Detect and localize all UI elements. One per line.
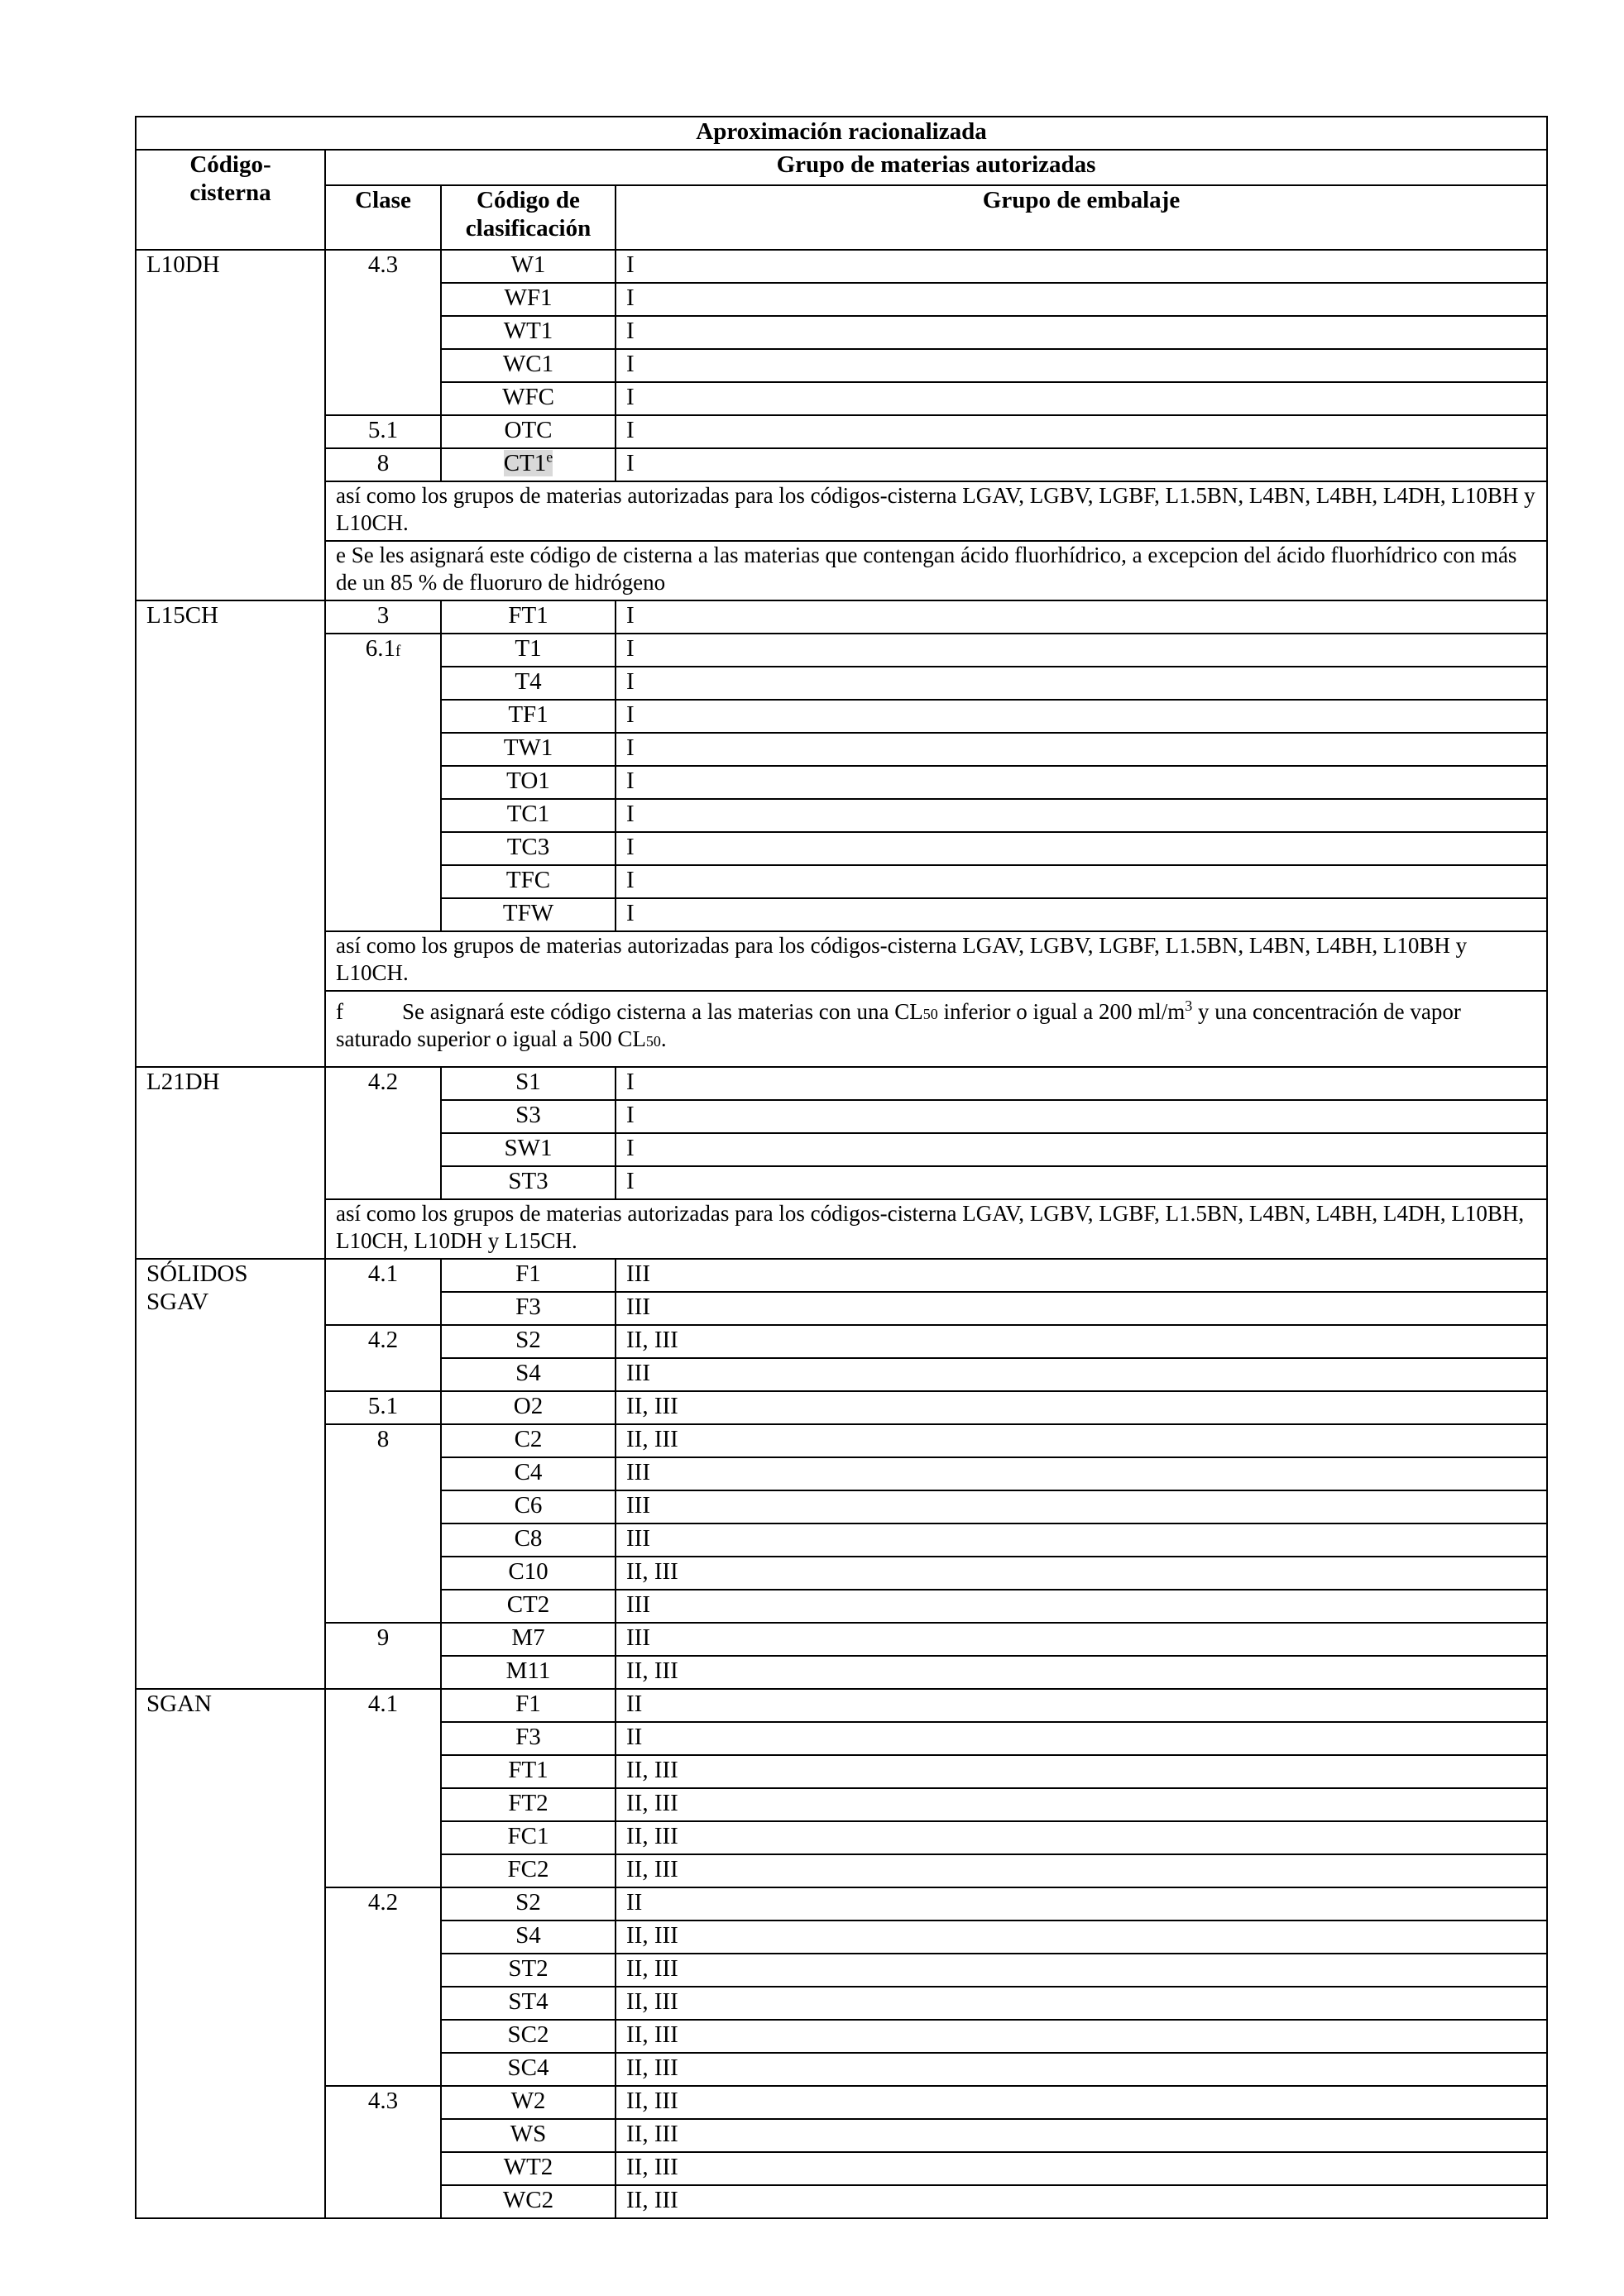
packing-group-cell: I [616,700,1547,733]
note-cell: así como los grupos de materias autorizadas para los códigos-cisterna LGAV, LGBV, LGBF, L1.5BN, L4BN, L4BH, L4DH, L10BH, L10CH, L10DH y L15CH. [325,1199,1547,1259]
highlighted-code [504,450,553,476]
packing-group-cell: II, III [616,1821,1547,1854]
classification-code-cell: FC1 [441,1821,616,1854]
packing-group-cell: III [616,1623,1547,1656]
classification-code-cell: WS [441,2119,616,2152]
class-value: 8 [376,1426,390,1452]
group-header-row [136,150,1547,185]
class-cell [325,1887,441,2086]
packing-group-cell: I [616,1100,1547,1133]
packing-group-cell: II, III [616,1788,1547,1821]
classification-code-cell: F3 [441,1722,616,1755]
tank-code-cell: L10DH [136,250,325,600]
class-cell [325,415,441,448]
packing-group-cell: I [616,766,1547,799]
note-row [136,1199,1547,1259]
superscript: 3 [1185,997,1193,1014]
table-row [136,634,1547,667]
classification-code-cell: C4 [441,1457,616,1490]
packing-group-cell: III [616,1259,1547,1292]
tank-code-cell [136,1259,325,1689]
note-row [136,931,1547,991]
table-row [136,1325,1547,1358]
packing-group-cell: I [616,634,1547,667]
table-row [136,1887,1547,1921]
classification-code-cell: TFW [441,898,616,931]
packing-group-cell: I [616,316,1547,349]
classification-code-cell: OTC [441,415,616,448]
footnote-text: Se asignará este código cisterna a las materias con una CL [402,999,923,1024]
footnote-cell [325,991,1547,1067]
footnote-text: y una concentración de vapor saturado superior o igual a 500 CL [336,999,1461,1051]
classification-code-cell: SC4 [441,2053,616,2086]
packing-group-cell: II, III [616,1391,1547,1424]
table-row [136,448,1547,481]
packing-group-cell: III [616,1523,1547,1557]
classification-code-cell: TFC [441,865,616,898]
packing-group-cell: I [616,382,1547,415]
classification-code-cell [441,448,616,481]
classification-code-cell: F3 [441,1292,616,1325]
classification-code-cell: O2 [441,1391,616,1424]
packing-group-cell: I [616,1166,1547,1199]
classification-code-cell: FC2 [441,1854,616,1887]
footnote-text: inferior o igual a 200 ml/m [937,999,1186,1024]
packing-group-cell: II, III [616,1854,1547,1887]
classification-code-cell: WT2 [441,2152,616,2185]
class-value: 8 [376,450,390,476]
table-row [136,2086,1547,2119]
class-header: Clase [325,185,441,250]
packing-group-cell: I [616,1067,1547,1100]
packing-group-cell: II, III [616,2086,1547,2119]
classification-code-cell: TO1 [441,766,616,799]
class-value: 4.1 [367,1260,399,1287]
classification-code-cell: FT1 [441,1755,616,1788]
class-cell [325,1391,441,1424]
note-cell: así como los grupos de materias autorizadas para los códigos-cisterna LGAV, LGBV, LGBF, L1.5BN, L4BN, L4BH, L4DH, L10BH y L10CH. [325,481,1547,541]
note-row [136,481,1547,541]
classification-code-cell: ST2 [441,1954,616,1987]
classification-code-cell: TF1 [441,700,616,733]
packing-group-cell: I [616,1133,1547,1166]
classification-code-cell: C2 [441,1424,616,1457]
class-cell [325,1259,441,1325]
classification-code-cell: F1 [441,1689,616,1722]
packing-group-cell: I [616,898,1547,931]
packing-group-cell: II, III [616,2053,1547,2086]
authorized-substances-table [135,116,1548,2219]
subscript: 50 [922,1006,938,1022]
classification-code-cell: M11 [441,1656,616,1689]
packing-group-cell: I [616,283,1547,316]
classification-code-cell: TC1 [441,799,616,832]
class-cell [325,448,441,481]
subscript: 50 [645,1033,661,1050]
footnote-row [136,991,1547,1067]
class-value: 6.1 [365,635,395,662]
packing-group-cell: II, III [616,2119,1547,2152]
table-row [136,1689,1547,1722]
class-cell [325,1067,441,1199]
classification-code-cell: SW1 [441,1133,616,1166]
footnote-mark: f [336,999,343,1024]
classification-code-cell: ST4 [441,1987,616,2020]
packing-group-cell: II, III [616,2185,1547,2218]
class-cell [325,634,441,931]
classification-code-cell: WT1 [441,316,616,349]
tank-code-header: Código- cisterna [136,150,325,250]
classification-code-cell: S2 [441,1325,616,1358]
class-cell [325,600,441,634]
packing-group-cell: I [616,667,1547,700]
table-row [136,1424,1547,1457]
classification-code-cell: WF1 [441,283,616,316]
classification-code-cell: C10 [441,1557,616,1590]
packing-group-cell: I [616,250,1547,283]
note-cell: así como los grupos de materias autorizadas para los códigos-cisterna LGAV, LGBV, LGBF, L1.5BN, L4BN, L4BH, L10BH y L10CH. [325,931,1547,991]
class-value: 3 [376,602,390,629]
class-value: 4.2 [367,1327,399,1353]
packing-group-cell: III [616,1358,1547,1391]
packing-group-cell: I [616,832,1547,865]
footnote-text: . [660,1026,667,1051]
classification-code-cell: W2 [441,2086,616,2119]
packing-group-cell: II, III [616,1325,1547,1358]
packing-group-cell: I [616,415,1547,448]
table-row [136,1391,1547,1424]
packing-group-cell: II [616,1887,1547,1921]
packing-group-cell: I [616,600,1547,634]
table-row [136,1623,1547,1656]
tank-code-cell: SGAN [136,1689,325,2218]
classification-code-cell: FT2 [441,1788,616,1821]
table-row [136,415,1547,448]
classification-code-cell: C6 [441,1490,616,1523]
tank-code-line: SÓLIDOS [146,1260,248,1287]
packing-group-cell: I [616,448,1547,481]
packing-group-cell: II, III [616,2020,1547,2053]
class-value: 4.2 [367,1069,399,1095]
packing-group-cell: I [616,733,1547,766]
packing-group-cell: II [616,1722,1547,1755]
classification-code-cell: C8 [441,1523,616,1557]
class-value: 4.3 [367,251,399,278]
footnote-row [136,541,1547,600]
class-value: 4.2 [367,1889,399,1916]
classification-code-cell: WC2 [441,2185,616,2218]
classification-code-cell: WC1 [441,349,616,382]
table-row [136,1259,1547,1292]
packing-group-cell: III [616,1292,1547,1325]
table-row [136,250,1547,283]
class-value: 5.1 [367,1393,399,1419]
column-header-row [136,185,1547,250]
classification-code-cell: ST3 [441,1166,616,1199]
packing-group-cell: II, III [616,1755,1547,1788]
classification-code: CT1 [503,450,547,476]
table-row [136,1067,1547,1100]
packing-group-cell: II, III [616,2152,1547,2185]
footnote-ref: e [546,448,553,466]
packing-group-cell: III [616,1490,1547,1523]
footnote-ref: f [395,643,401,660]
class-cell [325,250,441,415]
packing-group-cell: II [616,1689,1547,1722]
packing-group-cell: I [616,349,1547,382]
table-title: Aproximación racionalizada [136,117,1547,150]
classification-code-cell: S2 [441,1887,616,1921]
packing-group-cell: I [616,799,1547,832]
packing-group-cell: III [616,1590,1547,1623]
classification-code-cell: S3 [441,1100,616,1133]
packing-group-cell: II, III [616,1656,1547,1689]
classification-code-cell: S4 [441,1358,616,1391]
class-cell [325,1325,441,1391]
packing-group-cell: II, III [616,1557,1547,1590]
packing-group-cell: II, III [616,1954,1547,1987]
classification-code-cell: FT1 [441,600,616,634]
class-value: 9 [376,1624,390,1651]
table-row [136,600,1547,634]
class-cell [325,2086,441,2218]
packing-group-cell: III [616,1457,1547,1490]
class-cell [325,1689,441,1887]
class-value: 5.1 [367,417,399,443]
tank-code-cell: L15CH [136,600,325,1067]
table-body [136,117,1547,2218]
classification-code-cell: F1 [441,1259,616,1292]
packing-group-cell: II, III [616,1987,1547,2020]
packing-group-cell: II, III [616,1921,1547,1954]
classification-code-cell: SC2 [441,2020,616,2053]
authorized-group-header: Grupo de materias autorizadas [325,150,1547,185]
tank-code-line: SGAV [146,1289,209,1315]
footnote-cell: e Se les asignará este código de cisterna a las materias que contengan ácido fluorhídrico, a excepcion del ácido fluorhídrico con más de un 85 % de fluoruro de hidrógeno [325,541,1547,600]
class-cell [325,1623,441,1689]
packing-group-cell: II, III [616,1424,1547,1457]
class-value: 4.1 [367,1691,399,1717]
classification-code-cell: WFC [441,382,616,415]
tank-code-cell: L21DH [136,1067,325,1259]
classification-code-cell: S4 [441,1921,616,1954]
title-row [136,117,1547,150]
classification-code-cell: T4 [441,667,616,700]
classification-code-cell: M7 [441,1623,616,1656]
class-cell [325,1424,441,1623]
classification-code-cell: TW1 [441,733,616,766]
packing-group-cell: I [616,865,1547,898]
classification-code-cell: TC3 [441,832,616,865]
classification-code-header: Código de clasificación [441,185,616,250]
classification-code-cell: S1 [441,1067,616,1100]
class-value: 4.3 [367,2088,399,2114]
packing-group-header: Grupo de embalaje [616,185,1547,250]
classification-code-cell: W1 [441,250,616,283]
classification-code-cell: T1 [441,634,616,667]
classification-code-cell: CT2 [441,1590,616,1623]
